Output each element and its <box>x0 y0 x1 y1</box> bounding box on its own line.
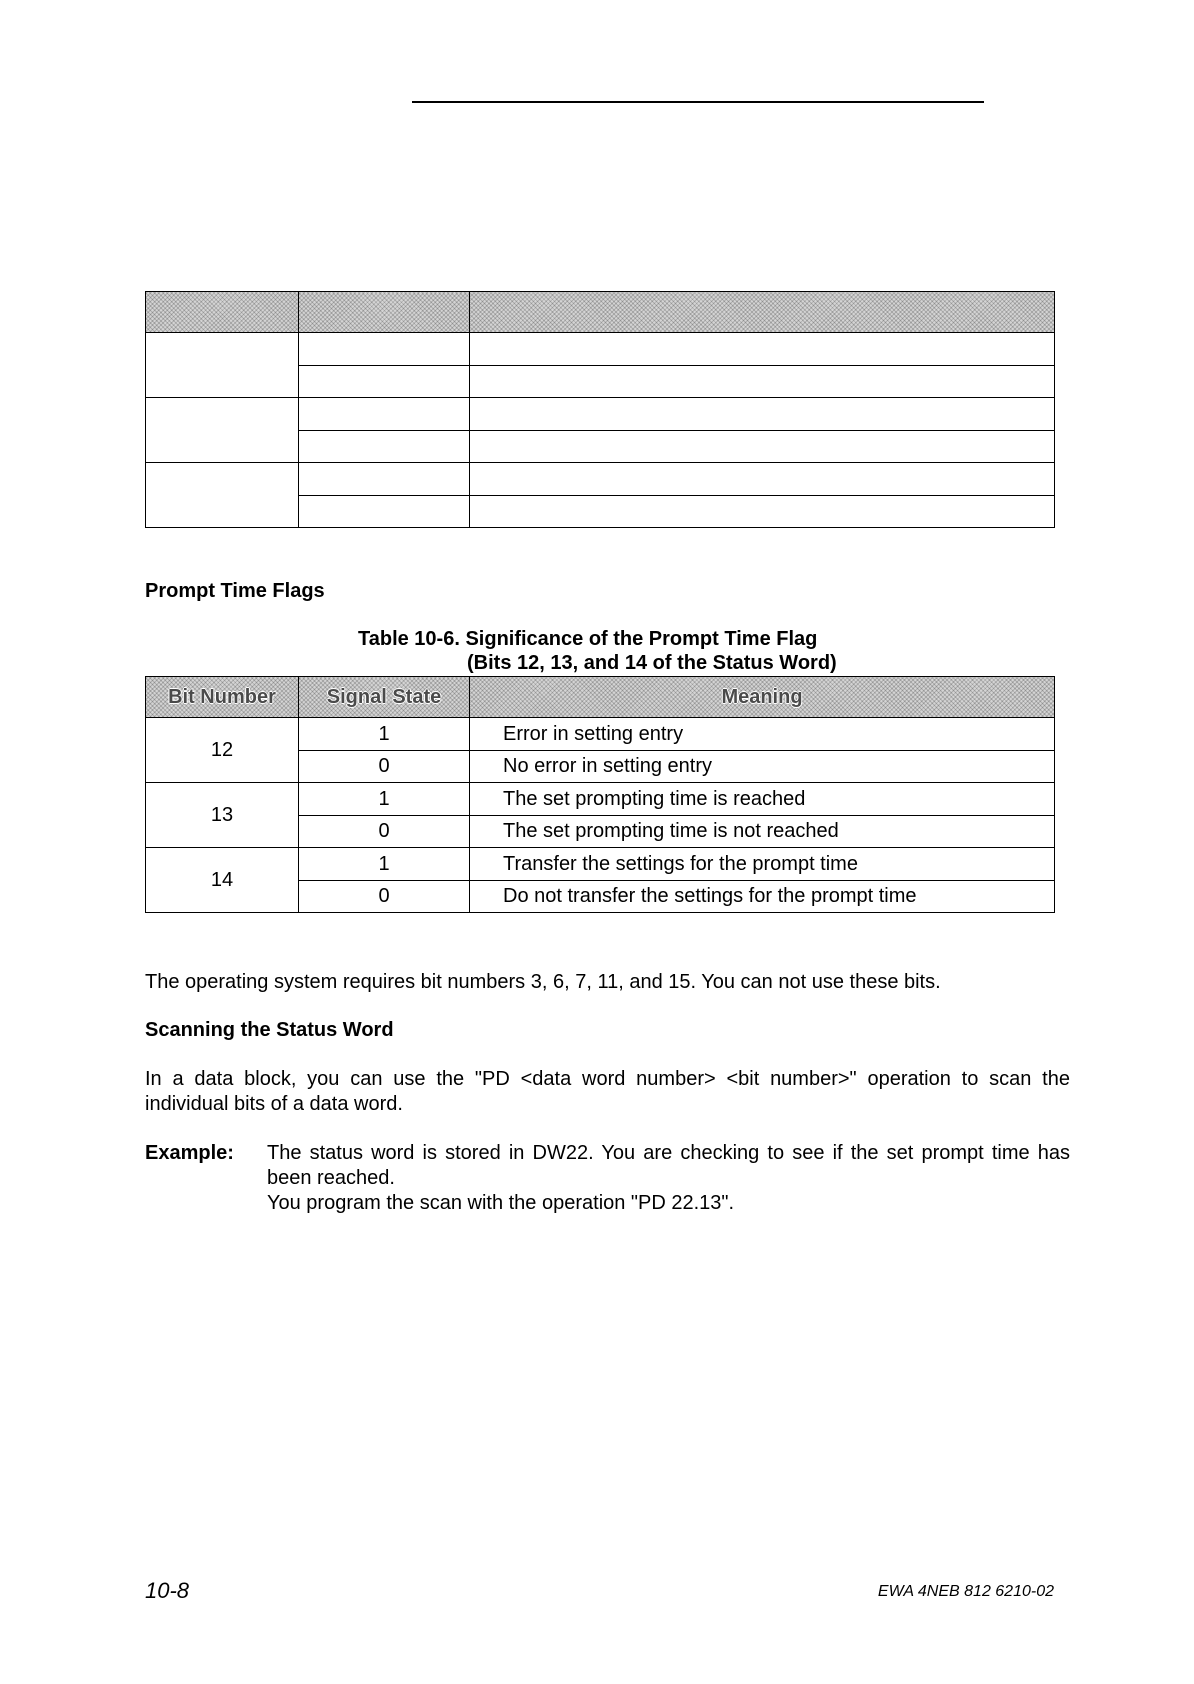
page-number: 10-8 <box>145 1578 190 1603</box>
example-line2: been reached. <box>267 1167 395 1189</box>
document-id: EWA 4NEB 812 6210-02 <box>877 1583 1054 1600</box>
meaning-cell: Transfer the settings for the prompt time <box>470 848 1055 881</box>
signal-state-cell: 1 <box>299 783 470 816</box>
bit-number-cell: 12 <box>146 718 299 783</box>
blank-meaning-cell <box>470 463 1055 496</box>
section-heading-scanning: Scanning the Status Word <box>145 1019 394 1041</box>
bit-number-cell: 14 <box>146 848 299 913</box>
table-row <box>146 783 1055 816</box>
scan-paragraph-line1: In a data block, you can use the "PD <data word number> <bit number>" operation to scan the <box>145 1068 1070 1090</box>
prompt-time-flag-table <box>145 676 1055 913</box>
os-note-paragraph: The operating system requires bit numbers 3, 6, 7, 11, and 15. You can not use these bits. <box>145 971 941 993</box>
blank-meaning-cell <box>470 495 1055 528</box>
signal-state-cell: 1 <box>299 848 470 881</box>
blank-group-cell <box>146 463 299 528</box>
signal-state-cell: 0 <box>299 880 470 913</box>
blank-header-cell <box>146 292 299 333</box>
blank-table <box>145 291 1055 528</box>
blank-header-cell <box>470 292 1055 333</box>
blank-state-cell <box>299 463 470 496</box>
header-rule <box>412 101 984 103</box>
blank-meaning-cell <box>470 398 1055 431</box>
section-heading-prompt-time-flags: Prompt Time Flags <box>145 580 325 602</box>
header-bit-number: Bit Number <box>146 677 299 718</box>
blank-group-cell <box>146 398 299 463</box>
scan-paragraph-line2: individual bits of a data word. <box>145 1093 403 1115</box>
table-row <box>146 398 1055 431</box>
table-caption-subtitle: (Bits 12, 13, and 14 of the Status Word) <box>467 652 837 674</box>
signal-state-cell: 0 <box>299 815 470 848</box>
example-line3: You program the scan with the operation "PD 22.13". <box>267 1192 735 1214</box>
meaning-cell: The set prompting time is not reached <box>470 815 1055 848</box>
header-meaning: Meaning <box>470 677 1055 718</box>
blank-group-cell <box>146 333 299 398</box>
blank-state-cell <box>299 333 470 366</box>
example-label: Example: <box>145 1142 234 1164</box>
table-row <box>146 718 1055 751</box>
blank-state-cell <box>299 430 470 463</box>
table-row <box>146 848 1055 881</box>
meaning-cell: Do not transfer the settings for the prompt time <box>470 880 1055 913</box>
signal-state-cell: 1 <box>299 718 470 751</box>
table-row <box>146 463 1055 496</box>
meaning-cell: No error in setting entry <box>470 750 1055 783</box>
table-header-row <box>146 677 1055 718</box>
signal-state-cell: 0 <box>299 750 470 783</box>
example-line1: The status word is stored in DW22. You are checking to see if the set prompt time has <box>267 1142 1070 1164</box>
meaning-cell: Error in setting entry <box>470 718 1055 751</box>
blank-state-cell <box>299 398 470 431</box>
blank-state-cell <box>299 495 470 528</box>
blank-state-cell <box>299 365 470 398</box>
blank-header-cell <box>299 292 470 333</box>
blank-meaning-cell <box>470 365 1055 398</box>
bit-number-cell: 13 <box>146 783 299 848</box>
blank-table-header-row <box>146 292 1055 333</box>
blank-meaning-cell <box>470 430 1055 463</box>
blank-meaning-cell <box>470 333 1055 366</box>
meaning-cell: The set prompting time is reached <box>470 783 1055 816</box>
table-caption-title: Table 10-6. Significance of the Prompt Time Flag <box>358 628 818 650</box>
header-signal-state: Signal State <box>299 677 470 718</box>
table-row <box>146 333 1055 366</box>
